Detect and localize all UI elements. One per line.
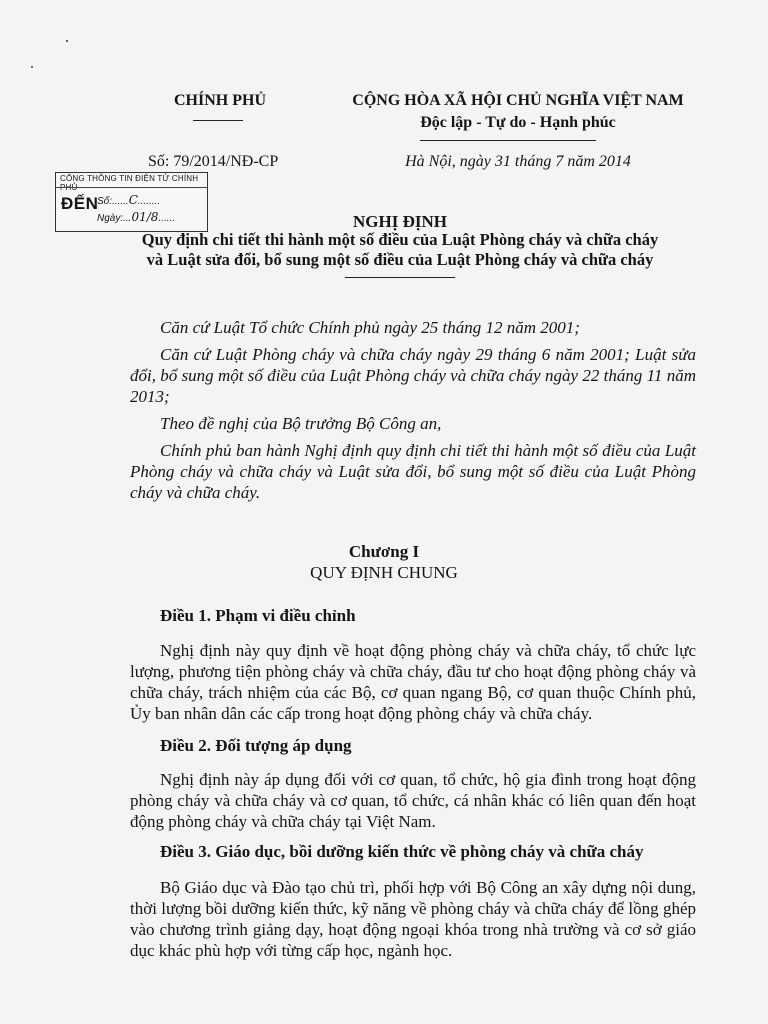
stamp-den-label: ĐẾN [61,194,99,213]
article-2-body: Nghị định này áp dụng đối với cơ quan, tổ chức, hộ gia đình trong hoạt động phòng cháy và chữa cháy và cơ quan, tổ chức, cá nhân khác có liên quan đến hoạt động phòng cháy và chữa cháy tại Việt Nam. [130,770,696,831]
scan-speck [66,40,68,42]
stamp-agency: CỔNG THÔNG TIN ĐIỆN TỬ CHÍNH PHỦ [60,174,199,192]
stamp-number-value: C [128,193,138,207]
chapter-title: QUY ĐỊNH CHUNG [310,563,458,582]
received-stamp [55,172,208,232]
stamp-date-dots: ...... [158,213,176,224]
preamble [130,317,696,503]
issuing-body: CHÍNH PHỦ [174,92,266,109]
title-line-1: Quy định chi tiết thi hành một số điều của Luật Phòng cháy và chữa cháy [141,230,659,249]
stamp-date-row [97,210,175,224]
chapter-number: Chương I [348,542,420,561]
scan-speck [31,66,33,68]
document-type: NGHỊ ĐỊNH [353,212,447,231]
preamble-line: Chính phủ ban hành Nghị định quy định chi tiết thi hành một số điều của Luật Phòng cháy và chữa cháy và Luật sửa đổi, bổ sung một số điều của Luật Phòng cháy và chữa cháy. [130,441,696,502]
preamble-line: Căn cứ Luật Tổ chức Chính phủ ngày 25 tháng 12 năm 2001; [160,318,580,337]
document-number: Số: 79/2014/NĐ-CP [148,153,279,170]
stamp-number-row [97,193,160,207]
article-3-body: Bộ Giáo dục và Đào tạo chủ trì, phối hợp với Bộ Công an xây dựng nội dung, thời lượng bồi dưỡng kiến thức, kỹ năng về phòng cháy và chữa cháy để lồng ghép vào chương trình giảng dạy, hoạt động ngoại khóa trong nhà trường và cơ sở giáo dục khác phù hợp với từng cấp học, ngành học. [130,878,696,960]
motto-underline [420,140,596,141]
article-2-heading: Điều 2. Đối tượng áp dụng [160,736,352,755]
republic-name: CỘNG HÒA XÃ HỘI CHỦ NGHĨA VIỆT NAM [352,92,684,109]
place-and-date: Hà Nội, ngày 31 tháng 7 năm 2014 [405,153,631,170]
stamp-divider [56,187,207,188]
article-3-heading: Điều 3. Giáo dục, bồi dưỡng kiến thức về phòng cháy và chữa cháy [160,842,644,861]
preamble-line: Căn cứ Luật Phòng cháy và chữa cháy ngày 29 tháng 6 năm 2001; Luật sửa đổi, bổ sung một số điều của Luật Phòng cháy và chữa cháy ngày 22 tháng 11 năm 2013; [130,345,696,406]
preamble-line: Theo đề nghị của Bộ trưởng Bộ Công an, [160,414,442,433]
stamp-number-dots: ........ [137,196,161,207]
title-line-2: và Luật sửa đổi, bổ sung một số điều của Luật Phòng cháy và chữa cháy [146,250,654,269]
article-1-heading: Điều 1. Phạm vi điều chỉnh [160,606,356,625]
article-1-body: Nghị định này quy định về hoạt động phòng cháy và chữa cháy, tổ chức lực lượng, phương tiện phòng cháy và chữa cháy, đầu tư cho hoạt động phòng cháy và chữa cháy, trách nhiệm của các Bộ, cơ quan ngang Bộ, cơ quan thuộc Chính phủ, Ủy ban nhân dân các cấp trong hoạt động phòng cháy và chữa cháy. [130,641,696,723]
stamp-number-label: Số:...... [97,196,129,207]
stamp-date-label: Ngày:... [97,213,132,224]
title-underline [345,277,455,278]
header-underline [193,120,243,121]
stamp-date-value: 01/8 [131,210,159,224]
national-motto: Độc lập - Tự do - Hạnh phúc [420,114,616,131]
